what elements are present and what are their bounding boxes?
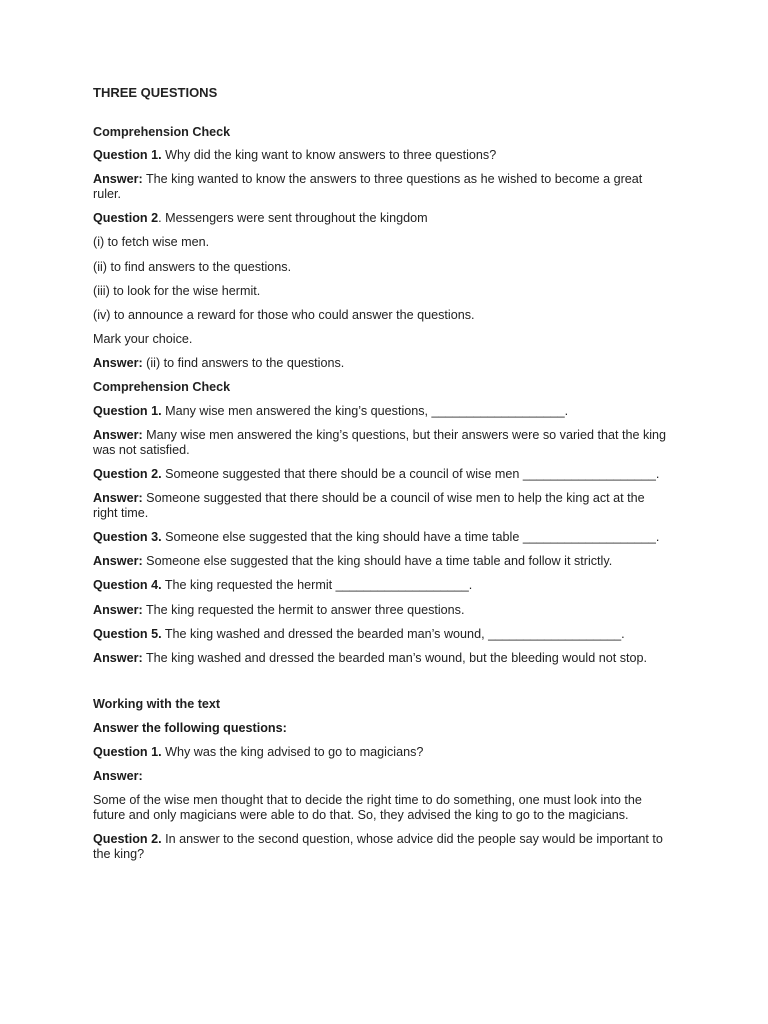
text-paragraph [93, 308, 668, 323]
question-paragraph [93, 148, 668, 163]
paragraph-label: Answer: [93, 172, 143, 187]
paragraph-label: Answer: [93, 769, 143, 784]
paragraph-label: Answer the following questions: [93, 720, 287, 735]
question-paragraph [93, 578, 668, 593]
paragraph-text: The king washed and dressed the bearded man’s wound, ___________________. [161, 626, 625, 641]
paragraph-text: Someone suggested that there should be a council of wise men to help the king act at the right time. [93, 491, 645, 520]
section-heading: Working with the text [93, 697, 221, 712]
paragraph-text: The king requested the hermit to answer three questions. [142, 602, 465, 617]
paragraph-text: In answer to the second question, whose advice did the people say would be important to the king? [93, 832, 663, 861]
question-paragraph [93, 467, 668, 482]
paragraph-text: The king wanted to know the answers to three questions as he wished to become a great ruler. [93, 172, 643, 201]
paragraph-text: Someone else suggested that the king should have a time table ___________________. [161, 530, 660, 544]
paragraph-label: Answer: [93, 356, 143, 371]
paragraph-text: Mark your choice. [93, 332, 193, 347]
paragraph-text: Someone suggested that there should be a council of wise men ___________________. [161, 467, 660, 482]
paragraph-label: Question 1. [93, 744, 162, 759]
paragraph-text: The king requested the hermit ___________________. [161, 578, 473, 593]
answer-paragraph [93, 721, 668, 736]
document-title: THREE QUESTIONS [93, 85, 218, 100]
question-paragraph [93, 832, 668, 861]
paragraph-text: (iii) to look for the wise hermit. [93, 283, 261, 298]
answer-paragraph [93, 356, 668, 371]
answer-paragraph [93, 769, 668, 784]
paragraph-label: Question 2 [93, 211, 159, 226]
answer-paragraph [93, 554, 668, 569]
question-paragraph [93, 404, 668, 419]
text-paragraph [93, 793, 668, 822]
text-paragraph [93, 235, 668, 250]
answer-paragraph [93, 603, 668, 618]
paragraph-text: (i) to fetch wise men. [93, 235, 210, 250]
paragraph-text: The king washed and dressed the bearded man’s wound, but the bleeding would not stop. [142, 650, 648, 665]
paragraph-label: Answer: [93, 602, 143, 617]
section-spacer [93, 675, 668, 697]
text-paragraph [93, 332, 668, 347]
text-paragraph [93, 284, 668, 299]
document-body [93, 125, 668, 862]
paragraph-text: (ii) to find answers to the questions. [93, 259, 292, 274]
paragraph-label: Question 2. [93, 832, 162, 847]
paragraph-label: Question 1. [93, 148, 162, 163]
paragraph-label: Answer: [93, 491, 143, 506]
answer-paragraph [93, 491, 668, 520]
section-heading: Comprehension Check [93, 124, 231, 139]
text-paragraph [93, 260, 668, 275]
question-paragraph [93, 530, 668, 545]
paragraph-text: (ii) to find answers to the questions. [142, 356, 345, 371]
question-paragraph [93, 745, 668, 760]
paragraph-label: Question 1. [93, 404, 162, 419]
paragraph-text: Why was the king advised to go to magicians? [161, 744, 424, 759]
paragraph-text: . Messengers were sent throughout the kingdom [158, 211, 428, 226]
paragraph-label: Question 2. [93, 467, 162, 482]
question-paragraph [93, 627, 668, 642]
paragraph-label: Question 4. [93, 578, 162, 593]
paragraph-label: Answer: [93, 650, 143, 665]
question-paragraph [93, 211, 668, 226]
paragraph-label: Question 5. [93, 626, 162, 641]
paragraph-text: Many wise men answered the king’s questions, ___________________. [161, 404, 569, 419]
paragraph-label: Answer: [93, 554, 143, 569]
paragraph-text: (iv) to announce a reward for those who could answer the questions. [93, 307, 475, 322]
answer-paragraph [93, 651, 668, 666]
paragraph-label: Question 3. [93, 530, 162, 544]
section-heading: Comprehension Check [93, 380, 231, 395]
paragraph-text: Someone else suggested that the king should have a time table and follow it strictly. [142, 554, 613, 569]
paragraph-text: Many wise men answered the king’s questions, but their answers were so varied that the king was not satisfied. [93, 428, 667, 457]
paragraph-text: Some of the wise men thought that to decide the right time to do something, one must look into the future and only magicians were able to do that. So, they advised the king to go to the magicians. [93, 793, 642, 822]
paragraph-text: Why did the king want to know answers to three questions? [161, 148, 497, 163]
answer-paragraph [93, 172, 668, 201]
paragraph-label: Answer: [93, 428, 143, 443]
answer-paragraph [93, 428, 668, 457]
